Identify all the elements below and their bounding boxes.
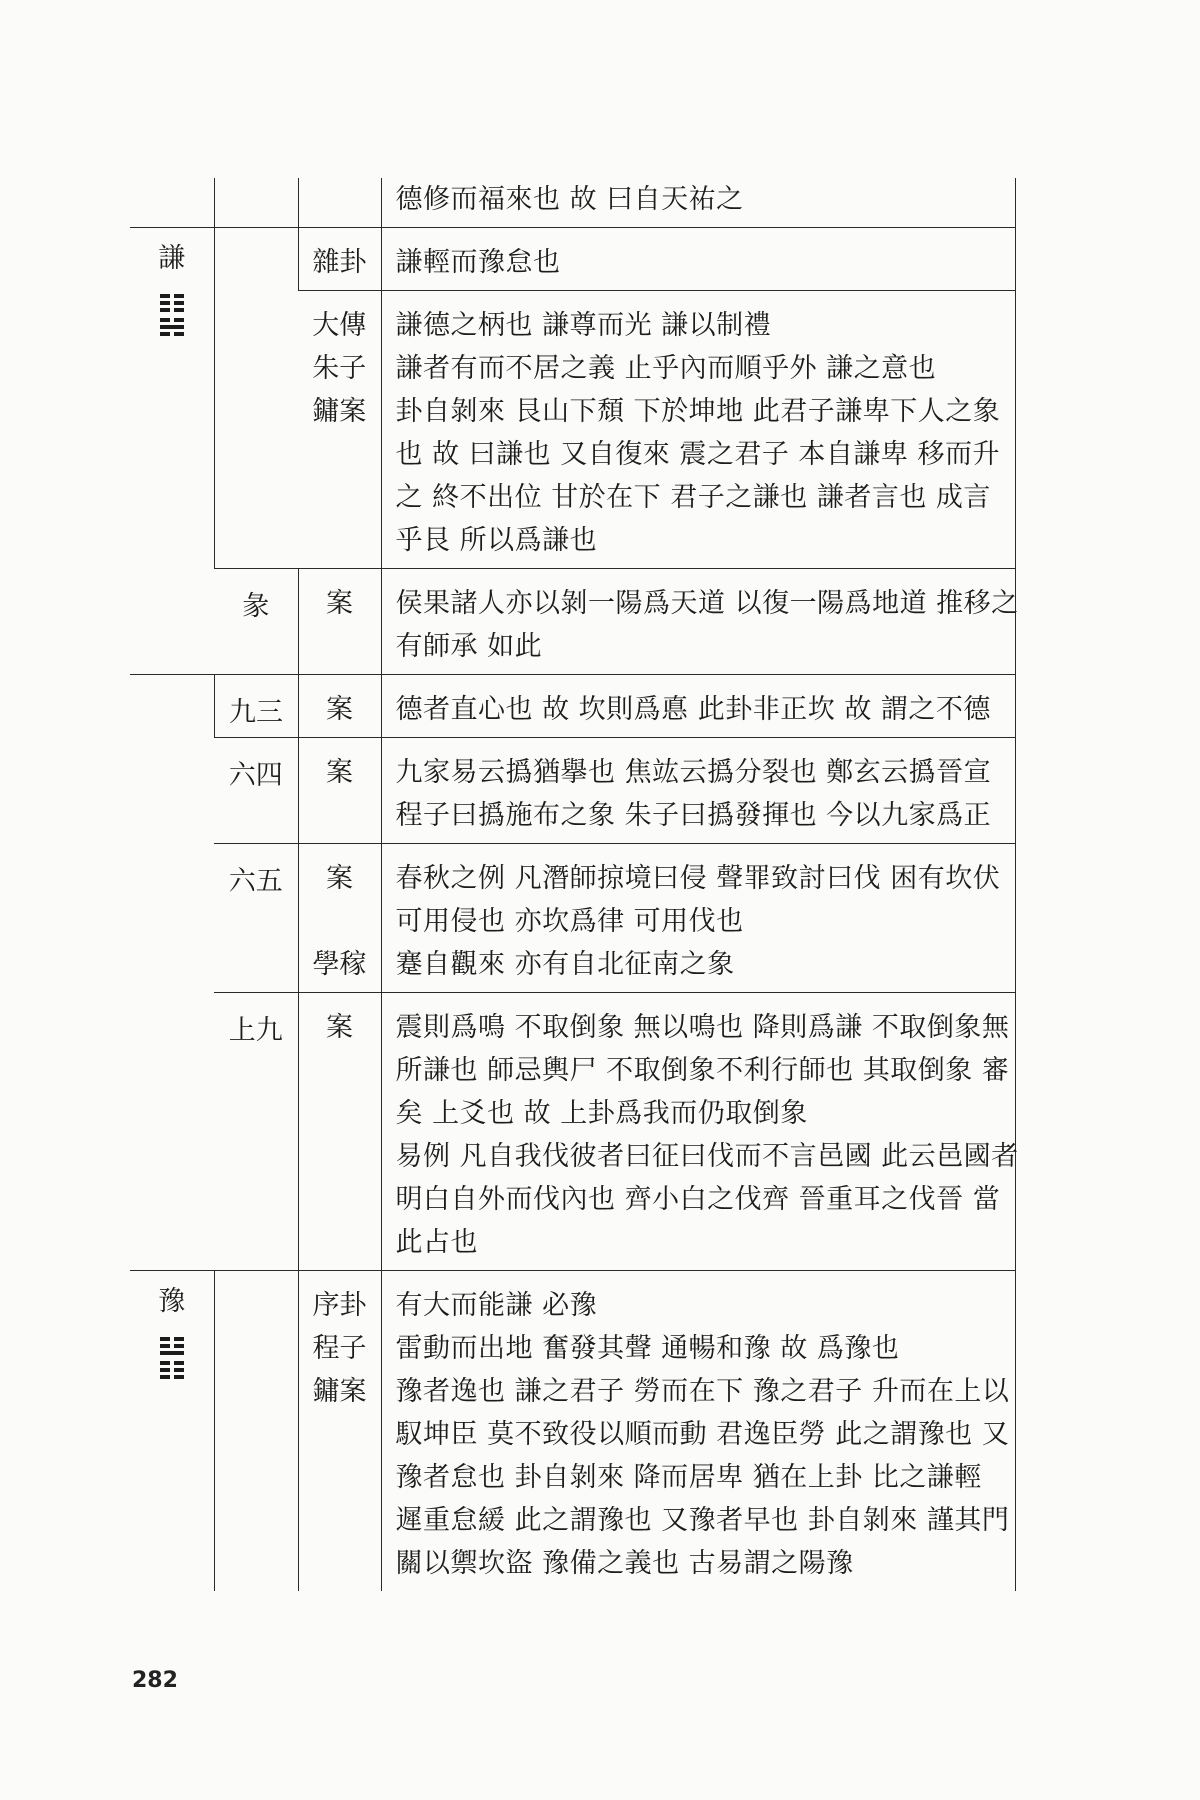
source-cell	[298, 1271, 381, 1592]
text-line: 謙輕而豫怠也	[395, 247, 561, 278]
source-cell	[298, 291, 381, 569]
text-line: 謙德之柄也 謙尊而光 謙以制禮	[395, 310, 772, 341]
label-cell	[214, 738, 298, 844]
hexagram-name: 謙	[158, 243, 186, 274]
text-line: 德修而福來也 故 曰自天祐之	[395, 184, 744, 215]
text-line: 春秋之例 凡潛師掠境曰侵 聲罪致討曰伐 困有坎伏	[395, 863, 1001, 894]
source-label: 學稼	[312, 949, 367, 980]
label-cell	[214, 569, 298, 675]
hexagram-cell-yu	[130, 1271, 214, 1592]
source-label: 大傳	[312, 310, 367, 341]
text-line: 此占也	[395, 1227, 478, 1258]
source-cell	[298, 738, 381, 844]
text-cell	[381, 228, 1016, 291]
text-line: 矣 上爻也 故 上卦爲我而仍取倒象	[395, 1098, 808, 1129]
text-line: 馭坤臣 莫不致役以順而動 君逸臣勞 此之謂豫也 又	[395, 1419, 1010, 1450]
text-line: 之 終不出位 甘於在下 君子之謙也 謙者言也 成言	[395, 482, 991, 513]
text-cell	[381, 993, 1019, 1271]
text-line: 有大而能謙 必豫	[395, 1290, 598, 1321]
table-row	[130, 675, 1016, 738]
text-line: 豫者怠也 卦自剝來 降而居卑 猶在上卦 比之謙輕	[395, 1462, 982, 1493]
text-line: 可用侵也 亦坎爲律 可用伐也	[395, 906, 744, 937]
source-cell	[298, 675, 381, 738]
text-line: 有師承 如此	[395, 631, 543, 662]
text-line: 卦自剝來 艮山下頹 下於坤地 此君子謙卑下人之象	[395, 396, 1001, 427]
source-cell	[298, 569, 381, 675]
source-label: 鏞案	[312, 1376, 367, 1407]
source-label: 序卦	[312, 1290, 367, 1321]
text-line: 侯果諸人亦以剝一陽爲天道 以復一陽爲地道 推移之	[395, 588, 1019, 619]
line-label: 彖	[242, 591, 270, 622]
source-cell	[298, 844, 381, 993]
text-line: 也 故 曰謙也 又自復來 震之君子 本自謙卑 移而升	[395, 439, 1000, 470]
text-line: 德者直心也 故 坎則爲悳 此卦非正坎 故 謂之不德	[395, 694, 991, 725]
text-line: 豫者逸也 謙之君子 勞而在下 豫之君子 升而在上以	[395, 1376, 1010, 1407]
text-line: 程子曰撝施布之象 朱子曰撝發揮也 今以九家爲正	[395, 800, 992, 831]
text-cell	[381, 291, 1016, 569]
label-cell	[214, 675, 298, 738]
text-line: 明白自外而伐內也 齊小白之伐齊 晉重耳之伐晉 當	[395, 1184, 1001, 1215]
table-row	[130, 1271, 1016, 1592]
table-row	[130, 228, 1016, 291]
source-cell	[298, 993, 381, 1271]
source-label: 案	[326, 863, 353, 894]
source-label: 程子	[312, 1333, 367, 1364]
empty-label-cell	[214, 1271, 298, 1592]
text-line: 遲重怠緩 此之謂豫也 又豫者早也 卦自剝來 謹其門	[395, 1505, 1010, 1536]
source-label: 雜卦	[312, 247, 367, 278]
line-label: 六五	[228, 866, 283, 897]
continuation-text	[381, 178, 1016, 228]
text-line: 謙者有而不居之義 止乎內而順乎外 謙之意也	[395, 353, 937, 384]
text-cell	[381, 738, 1016, 844]
source-label: 案	[326, 1012, 353, 1043]
text-line: 乎艮 所以爲謙也	[395, 525, 598, 556]
text-cell	[381, 675, 1016, 738]
text-line: 雷動而出地 奮發其聲 通暢和豫 故 爲豫也	[395, 1333, 900, 1364]
source-label: 案	[326, 757, 353, 788]
hexagram-qian-lower-icon	[160, 318, 184, 336]
table-row	[130, 993, 1016, 1271]
label-cell	[214, 993, 298, 1271]
line-label: 上九	[228, 1015, 283, 1046]
source-spacer	[299, 900, 381, 943]
hexagram-yu-lower-icon	[160, 1361, 184, 1379]
text-line: 九家易云撝猶擧也 焦竑云撝分裂也 鄭玄云撝晉宣	[395, 757, 992, 788]
empty-hexagram-cell	[130, 675, 214, 1271]
text-line: 所謙也 師忌輿尸 不取倒象不利行師也 其取倒象 審	[395, 1055, 1010, 1086]
label-cell	[214, 844, 298, 993]
line-label: 九三	[229, 697, 283, 728]
table-row	[130, 569, 1016, 675]
table-row	[130, 178, 1016, 228]
table-row	[130, 844, 1016, 993]
empty-label-cell	[214, 228, 298, 569]
source-label: 案	[326, 588, 353, 619]
source-label: 案	[326, 694, 353, 725]
text-line: 震則爲鳴 不取倒象 無以鳴也 降則爲謙 不取倒象無	[395, 1012, 1010, 1043]
text-cell	[381, 1271, 1016, 1592]
text-cell	[381, 844, 1016, 993]
page-number: 282	[132, 1668, 178, 1693]
text-line: 關以禦坎盜 豫備之義也 古易謂之陽豫	[395, 1548, 854, 1579]
hexagram-cell-qian	[130, 228, 214, 675]
text-cell	[381, 569, 1019, 675]
text-line: 蹇自觀來 亦有自北征南之象	[395, 949, 735, 980]
hexagram-qian-icon	[160, 294, 184, 312]
source-cell	[298, 228, 381, 291]
text-line: 易例 凡自我伐彼者曰征曰伐而不言邑國 此云邑國者	[395, 1141, 1019, 1172]
hexagram-name: 豫	[158, 1286, 186, 1317]
source-label: 朱子	[312, 353, 367, 384]
commentary-table	[130, 178, 1019, 1591]
source-label: 鏞案	[312, 396, 367, 427]
line-label: 六四	[228, 760, 283, 791]
hexagram-yu-icon	[160, 1337, 184, 1355]
table-row	[130, 738, 1016, 844]
